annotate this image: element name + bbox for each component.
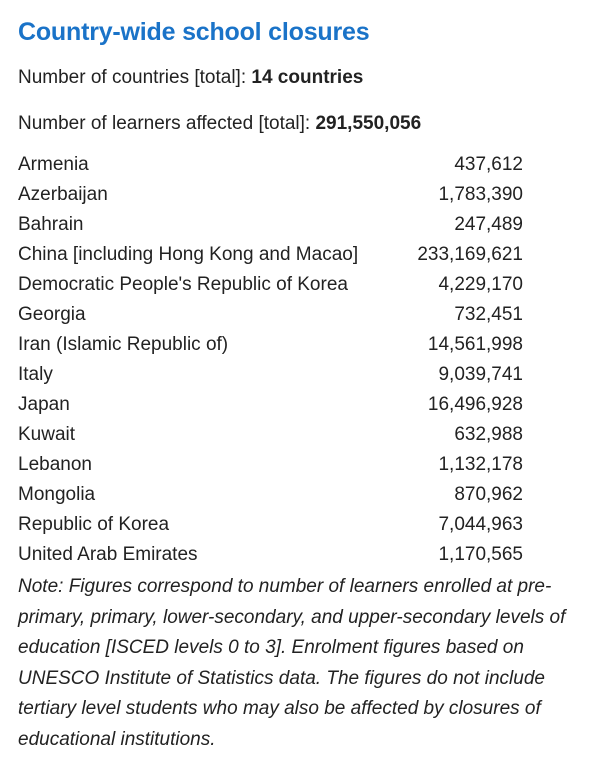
table-row (18, 270, 523, 300)
country-name: Democratic People's Republic of Korea (18, 274, 348, 295)
learners-count: 870,962 (454, 484, 523, 505)
footnote: Note: Figures correspond to number of learners enrolled at pre-primary, primary, lower-secondary, and upper-secondary levels of education [ISCED levels 0 to 3]. Enrolment figures based on UNESCO Institute of Statistics data. The figures do not include tertiary level students who may also be affected by closures of educational institutions. (18, 576, 566, 750)
learners-count: 632,988 (454, 424, 523, 445)
closures-table (18, 150, 523, 570)
learners-count: 1,170,565 (438, 544, 523, 565)
country-name: Japan (18, 394, 70, 415)
closures-table-body (18, 150, 523, 570)
learners-count: 1,783,390 (438, 184, 523, 205)
table-row (18, 510, 523, 540)
learners-count: 437,612 (454, 154, 523, 175)
country-name: Azerbaijan (18, 184, 108, 205)
table-row (18, 330, 523, 360)
countries-label: Number of countries [total]: (18, 67, 247, 88)
country-name: Iran (Islamic Republic of) (18, 334, 229, 355)
country-name: Bahrain (18, 214, 84, 235)
country-name: Mongolia (18, 484, 96, 505)
learners-count: 233,169,621 (417, 244, 523, 265)
table-row (18, 240, 523, 270)
country-name: Republic of Korea (18, 514, 170, 535)
table-row (18, 180, 523, 210)
countries-value: 14 countries (251, 67, 364, 88)
learners-value: 291,550,056 (315, 113, 422, 134)
table-row (18, 540, 523, 570)
learners-count: 7,044,963 (438, 514, 523, 535)
country-name: Lebanon (18, 454, 92, 475)
page-title: Country-wide school closures (18, 18, 370, 46)
table-row (18, 360, 523, 390)
learners-count: 14,561,998 (427, 334, 523, 355)
countries-stat (18, 64, 582, 92)
country-name: Italy (18, 364, 53, 385)
country-name: United Arab Emirates (18, 544, 198, 565)
table-row (18, 390, 523, 420)
learners-count: 16,496,928 (427, 394, 523, 415)
table-row (18, 150, 523, 180)
country-name: Georgia (18, 304, 86, 325)
country-name: China [including Hong Kong and Macao] (18, 244, 359, 265)
table-row (18, 300, 523, 330)
table-row (18, 420, 523, 450)
learners-count: 4,229,170 (438, 274, 523, 295)
table-row (18, 210, 523, 240)
learners-count: 247,489 (454, 214, 523, 235)
table-row (18, 480, 523, 510)
learners-count: 732,451 (454, 304, 523, 325)
learners-count: 9,039,741 (438, 364, 523, 385)
learners-label: Number of learners affected [total]: (18, 113, 311, 134)
country-name: Armenia (18, 154, 89, 175)
learners-count: 1,132,178 (438, 454, 523, 475)
country-name: Kuwait (18, 424, 76, 445)
table-row (18, 450, 523, 480)
learners-stat (18, 110, 582, 138)
